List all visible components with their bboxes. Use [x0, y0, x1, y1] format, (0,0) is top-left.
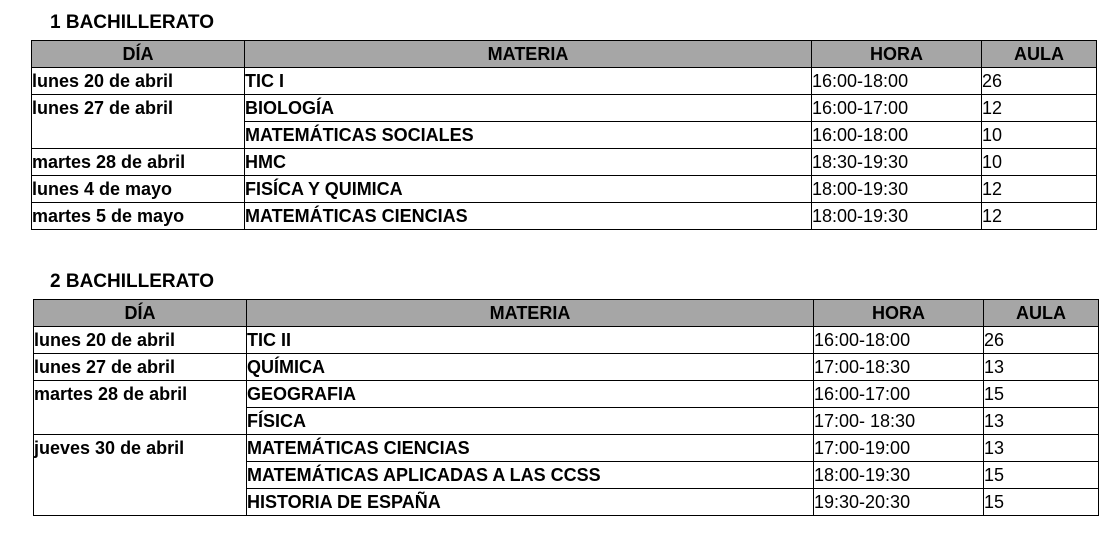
cell-room: 10 [982, 122, 1097, 149]
cell-day: martes 28 de abril [32, 149, 245, 176]
table-row [32, 122, 1097, 149]
header-aula: AULA [984, 300, 1099, 327]
table-row [32, 95, 1097, 122]
cell-day [34, 462, 247, 489]
header-hora: HORA [814, 300, 984, 327]
cell-subject: MATEMÁTICAS SOCIALES [245, 122, 812, 149]
cell-hour: 16:00-17:00 [814, 381, 984, 408]
cell-room: 13 [984, 435, 1099, 462]
table-header-row [34, 300, 1099, 327]
cell-hour: 17:00-18:30 [814, 354, 984, 381]
cell-subject: TIC II [247, 327, 814, 354]
header-dia: DÍA [34, 300, 247, 327]
cell-hour: 18:00-19:30 [814, 462, 984, 489]
cell-hour: 16:00-18:00 [812, 68, 982, 95]
cell-day: lunes 27 de abril [32, 95, 245, 122]
cell-day [32, 122, 245, 149]
table-row [32, 176, 1097, 203]
cell-room: 12 [982, 203, 1097, 230]
table-row [34, 489, 1099, 516]
header-dia: DÍA [32, 41, 245, 68]
cell-subject: HMC [245, 149, 812, 176]
cell-subject: FÍSICA [247, 408, 814, 435]
header-hora: HORA [812, 41, 982, 68]
cell-subject: MATEMÁTICAS CIENCIAS [245, 203, 812, 230]
cell-day: martes 5 de mayo [32, 203, 245, 230]
table-row [34, 327, 1099, 354]
section-title-1-bachillerato: 1 BACHILLERATO [50, 12, 214, 33]
cell-room: 13 [984, 408, 1099, 435]
cell-hour: 18:30-19:30 [812, 149, 982, 176]
cell-day [34, 489, 247, 516]
header-materia: MATERIA [247, 300, 814, 327]
cell-day: jueves 30 de abril [34, 435, 247, 462]
cell-day: lunes 27 de abril [34, 354, 247, 381]
cell-hour: 17:00- 18:30 [814, 408, 984, 435]
cell-subject: QUÍMICA [247, 354, 814, 381]
cell-room: 15 [984, 489, 1099, 516]
cell-room: 10 [982, 149, 1097, 176]
table-header-row [32, 41, 1097, 68]
cell-subject: MATEMÁTICAS CIENCIAS [247, 435, 814, 462]
cell-hour: 16:00-18:00 [812, 122, 982, 149]
cell-day: lunes 20 de abril [32, 68, 245, 95]
cell-room: 12 [982, 176, 1097, 203]
cell-subject: GEOGRAFIA [247, 381, 814, 408]
cell-subject: HISTORIA DE ESPAÑA [247, 489, 814, 516]
header-materia: MATERIA [245, 41, 812, 68]
table-row [34, 354, 1099, 381]
cell-subject: FISÍCA Y QUIMICA [245, 176, 812, 203]
table-row [32, 68, 1097, 95]
cell-hour: 19:30-20:30 [814, 489, 984, 516]
cell-day: martes 28 de abril [34, 381, 247, 408]
cell-subject: BIOLOGÍA [245, 95, 812, 122]
schedule-table-1-bachillerato [31, 40, 1097, 230]
cell-room: 26 [982, 68, 1097, 95]
cell-hour: 17:00-19:00 [814, 435, 984, 462]
cell-day [34, 408, 247, 435]
cell-room: 13 [984, 354, 1099, 381]
cell-room: 15 [984, 462, 1099, 489]
table-row [34, 462, 1099, 489]
schedule-table-2-bachillerato [33, 299, 1099, 516]
cell-day: lunes 20 de abril [34, 327, 247, 354]
cell-subject: MATEMÁTICAS APLICADAS A LAS CCSS [247, 462, 814, 489]
cell-day: lunes 4 de mayo [32, 176, 245, 203]
cell-hour: 18:00-19:30 [812, 176, 982, 203]
table-row [34, 435, 1099, 462]
cell-subject: TIC I [245, 68, 812, 95]
cell-hour: 18:00-19:30 [812, 203, 982, 230]
table-row [34, 381, 1099, 408]
table-row [34, 408, 1099, 435]
table-row [32, 203, 1097, 230]
cell-hour: 16:00-17:00 [812, 95, 982, 122]
cell-room: 12 [982, 95, 1097, 122]
cell-room: 26 [984, 327, 1099, 354]
table-row [32, 149, 1097, 176]
cell-room: 15 [984, 381, 1099, 408]
header-aula: AULA [982, 41, 1097, 68]
cell-hour: 16:00-18:00 [814, 327, 984, 354]
section-title-2-bachillerato: 2 BACHILLERATO [50, 271, 214, 292]
